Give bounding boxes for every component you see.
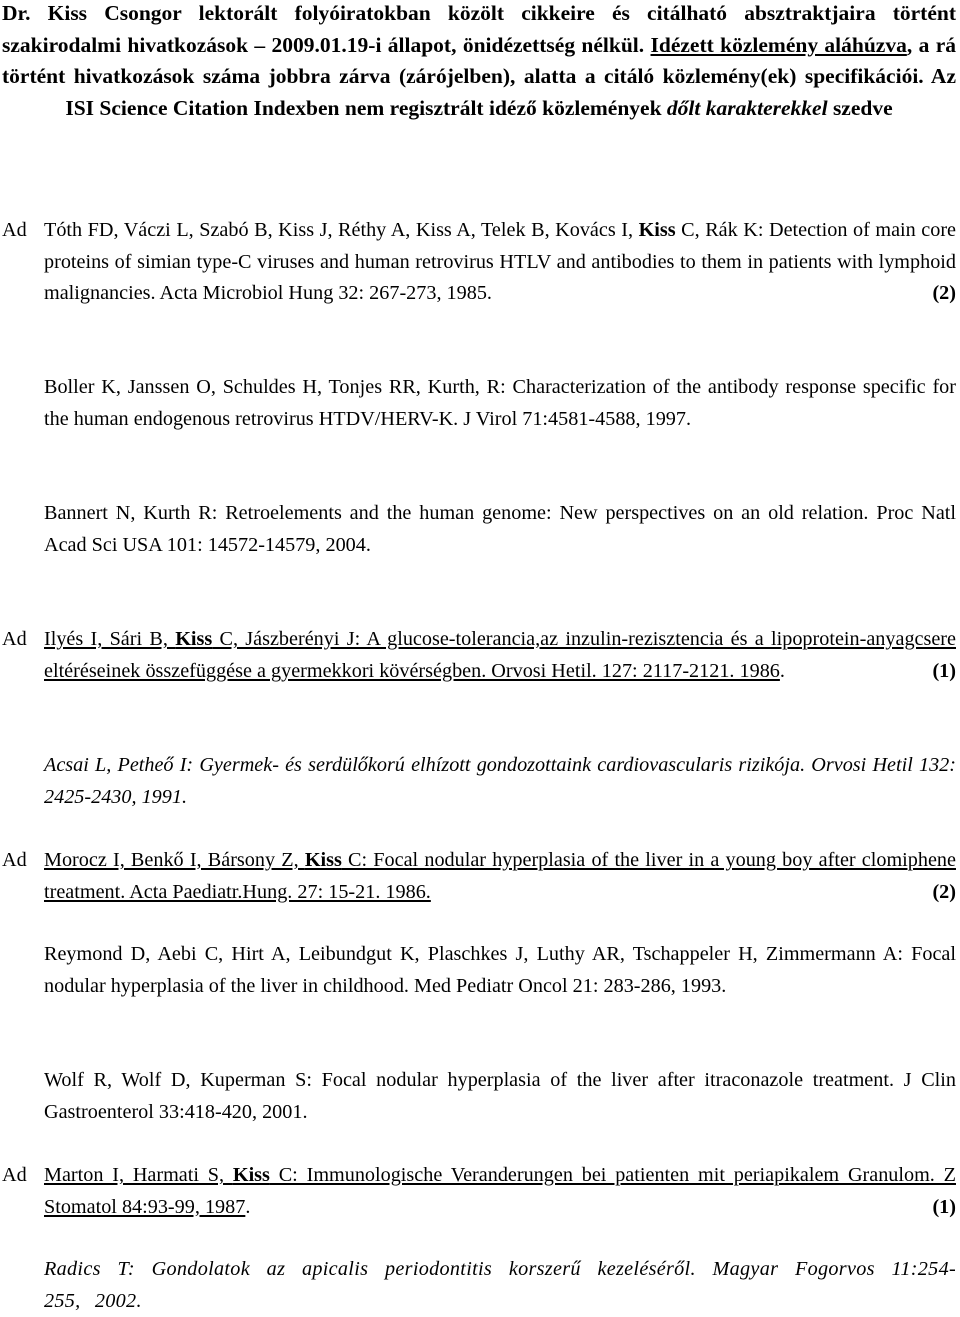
reference-tail: . (779, 659, 785, 682)
citing-reference: Boller K, Janssen O, Schuldes H, Tonjes RR, Kurth, R: Characterization of the antibody response specific for the human endogenous retrovirus HTDV/HERV-K. J Virol 71:4581-4588, 1997. (44, 376, 956, 430)
citation-count: (1) (932, 1195, 956, 1218)
citation-count: (1) (932, 659, 956, 682)
citing-reference: Bannert N, Kurth R: Retroelements and the human genome: New perspectives on an old relation. Proc Natl Acad Sci USA 101: 14572-14579, 2004. (44, 502, 956, 556)
cited-reference (44, 845, 956, 908)
citing-reference: Acsai L, Petheő I: Gyermek- és serdülőkorú elhízott gondozottaink cardiovascularis rizikója. Orvosi Hetil 132: 2425-2430, 1991. (44, 754, 956, 808)
cited-entry-3 (2, 845, 956, 908)
header-italic-note: dőlt karakterekkel (666, 95, 828, 120)
reference-rest: C, Jászberényi J: A glucose-tolerancia,az inzulin-rezisztencia és a lipoprotein-anyagcsere eltéréseinek összefüggése a gyermekkori kövérségben. Orvosi Hetil. 127: 2117-2121. 1986 (44, 628, 956, 682)
header-text-part3: szedve (827, 95, 893, 120)
reference-rest: C: Focal nodular hyperplasia of the liver in a young boy after clomiphene treatment. Acta Paediatr.Hung. 27: 15-21. 1986. (44, 849, 956, 903)
cited-entry-1 (2, 215, 956, 310)
header-underlined-note: Idézett közlemény aláhúzva (650, 32, 907, 57)
cited-reference (44, 624, 956, 687)
authors-before: Ilyés I, Sári B, (44, 628, 176, 650)
reference-rest: C: Immunologische Veranderungen bei patienten mit periapikalem Granulom. Z Stomatol 84:93-99, 1987 (44, 1164, 956, 1218)
cited-reference (44, 215, 956, 310)
author-highlight: Kiss (304, 849, 342, 871)
cited-entry-4 (2, 1160, 956, 1223)
author-highlight: Kiss (232, 1164, 270, 1186)
author-highlight: Kiss (175, 628, 213, 650)
citing-reference: Reymond D, Aebi C, Hirt A, Leibundgut K, Plaschkes J, Luthy AR, Tschappeler H, Zimmermann A: Focal nodular hyperplasia of the liver in childhood. Med Pediatr Oncol 21: 283-286, 1993. (44, 943, 956, 997)
header-text-part1: Dr. Kiss Csongor lektorált folyóiratokban közölt cikkeire és citálható absztraktjaira történt szakirodalmi hivatkozások – 2009.01.19-i állapot, önidézettség nélkül. (2, 1, 956, 57)
authors-before: Morocz I, Benkő I, Bársony Z, (44, 849, 305, 871)
ad-label: Ad (2, 219, 27, 241)
authors-before: Marton I, Harmati S, (44, 1164, 233, 1186)
ad-label: Ad (2, 628, 27, 650)
header-text-part2: , a rá történt hivatkozások száma jobbra zárva (zárójelben), alatta a citáló közlemény(ek) specifikációi. Az ISI Science Citation Indexben nem regisztrált idéző közlemények (2, 32, 956, 120)
citation-count: (2) (932, 282, 956, 304)
ad-label: Ad (2, 849, 27, 871)
reference-rest: C, Rák K: Detection of main core proteins of simian type-C viruses and human retrovirus HTLV and antibodies to them in patients with lymphoid malignancies. Acta Microbiol Hung 32: 267-273, 1985. (44, 219, 957, 304)
citing-reference: Radics T: Gondolatok az apicalis periodontitis korszerű kezeléséről. Magyar Fogorvos 11:254-255, 2002. (44, 1258, 956, 1312)
author-highlight: Kiss (638, 219, 676, 241)
cited-reference (44, 1160, 956, 1223)
document-header (2, 0, 956, 124)
citing-reference: Wolf R, Wolf D, Kuperman S: Focal nodular hyperplasia of the liver after itraconazole treatment. J Clin Gastroenterol 33:418-420, 2001. (44, 1069, 956, 1123)
reference-tail: . (245, 1195, 251, 1218)
citation-count: (2) (932, 880, 956, 903)
ad-label: Ad (2, 1164, 27, 1186)
authors-before: Tóth FD, Váczi L, Szabó B, Kiss J, Réthy A, Kiss A, Telek B, Kovács I, (44, 219, 639, 241)
cited-entry-2 (2, 624, 956, 687)
